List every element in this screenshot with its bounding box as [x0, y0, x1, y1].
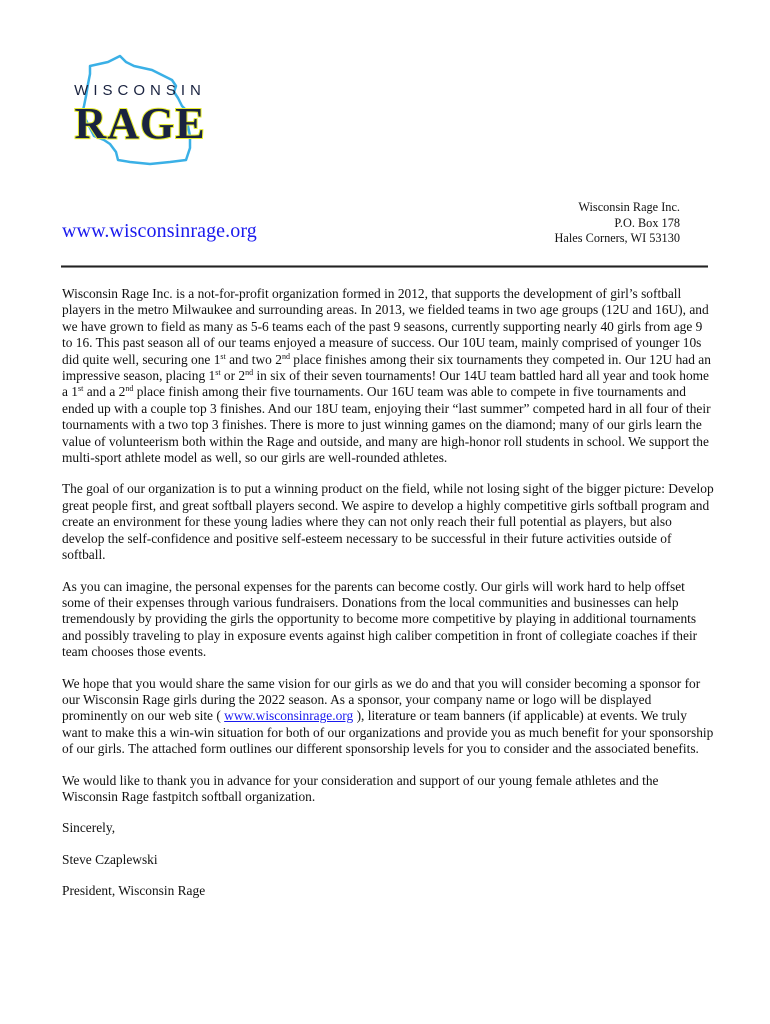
ordinal-suffix: st [78, 384, 84, 394]
website-inline-link[interactable]: www.wisconsinrage.org [224, 708, 354, 724]
letter-body [62, 286, 714, 915]
text-run: and two 2 [225, 351, 282, 367]
ordinal-suffix: nd [281, 351, 290, 361]
logo-main-text: RAGE [74, 99, 206, 148]
text-run: We hope that you would share the same vision for our girls as we do and that you will consider becoming a sponsor for our Wisconsin Rage girls during the 2022 season. As a sponsor, your company name or logo will be displayed prominently on our web site ( [62, 675, 701, 724]
logo-top-text: WISCONSIN [74, 82, 206, 99]
closing: Sincerely, [62, 820, 116, 836]
paragraph-goal: The goal of our organization is to put a winning product on the field, while not losing sight of the bigger picture: Develop great people first, and great softball players second. We aspire to develop a highly competitive girls softball program and create an environment for these young ladies where they can not only reach their full potential as players, but also develop the self-confidence and positive self-esteem necessary to be successful in their future activities outside of softball. [62, 481, 714, 563]
wisconsin-state-outline-icon [60, 48, 220, 173]
text-run: ), literature or team banners (if applicable) at events. We truly want to make this a win-win situation for both of our organizations and provide you as much benefit for your sponsorship of our girls. The attached form outlines our different sponsorship levels for you to consider and the associated benefits. [62, 708, 714, 757]
text-run: place finishes among their six tournaments they competed in. Our 12U had an impressive season, placing 1 [62, 351, 711, 384]
text-run: or 2 [220, 368, 246, 384]
text-run: Wisconsin Rage Inc. is a not-for-profit organization formed in 2012, that supports the development of girl’s softball players in the metro Milwaukee and surrounding areas. In 2013, we fielded teams in two age groups (12U and 16U), and we have grown to field as many as 5-6 teams each of the past 9 seasons, currently supporting nearly 40 girls from age 9 to 16. This past season all of our teams enjoyed a measure of success. Our 10U team, mainly comprised of younger 10s did quite well, securing one 1 [62, 286, 709, 367]
text-run: in six of their seven tournaments! Our 14U team battled hard all year and took home a 1 [62, 368, 710, 400]
paragraph-thanks: We would like to thank you in advance for your consideration and support of our young female athletes and the Wisconsin Rage fastpitch softball organization. [62, 772, 659, 804]
address-line-2: P.O. Box 178 [614, 215, 680, 230]
address-line-1: Wisconsin Rage Inc. [578, 200, 680, 214]
ordinal-suffix: st [215, 368, 221, 378]
mailing-address [555, 200, 680, 247]
ordinal-suffix: st [220, 351, 226, 361]
ordinal-suffix: nd [125, 384, 134, 394]
address-line-3: Hales Corners, WI 53130 [554, 231, 680, 245]
signature-title: President, Wisconsin Rage [62, 883, 206, 899]
text-run: and a 2 [83, 384, 126, 400]
paragraph-expenses: As you can imagine, the personal expenses for the parents can become costly. Our girls will work hard to help offset some of their expenses through various fundraisers. Donations from the local communities and businesses can help tremendously by providing the girls the opportunity to become more competitive by playing in additional tournaments and possibly traveling to play in exposure events against high caliber competition in front of collegiate coaches if their team chooses those events. [62, 578, 698, 660]
paragraph-sponsorship [62, 676, 714, 758]
text-run: place finish among their five tournaments. Our 16U team was able to compete in five tournaments and ended up with a couple top 3 finishes. And our 18U team, enjoying their “last summer” competed hard in all four of their tournaments with a two top 3 finishes. There is more to just winning games on the diamond; many of our girls learn the value of volunteerism both within the Rage and outside, and many are high-honor roll students in school. We support the multi-sport athlete model as well, so our girls are well-rounded athletes. [62, 384, 711, 466]
signature-name: Steve Czaplewski [62, 851, 158, 867]
wisconsin-rage-logo [60, 48, 220, 168]
website-link[interactable]: www.wisconsinrage.org [62, 220, 257, 242]
ordinal-suffix: nd [245, 368, 254, 378]
header-divider [61, 265, 708, 268]
paragraph-intro [62, 286, 714, 466]
